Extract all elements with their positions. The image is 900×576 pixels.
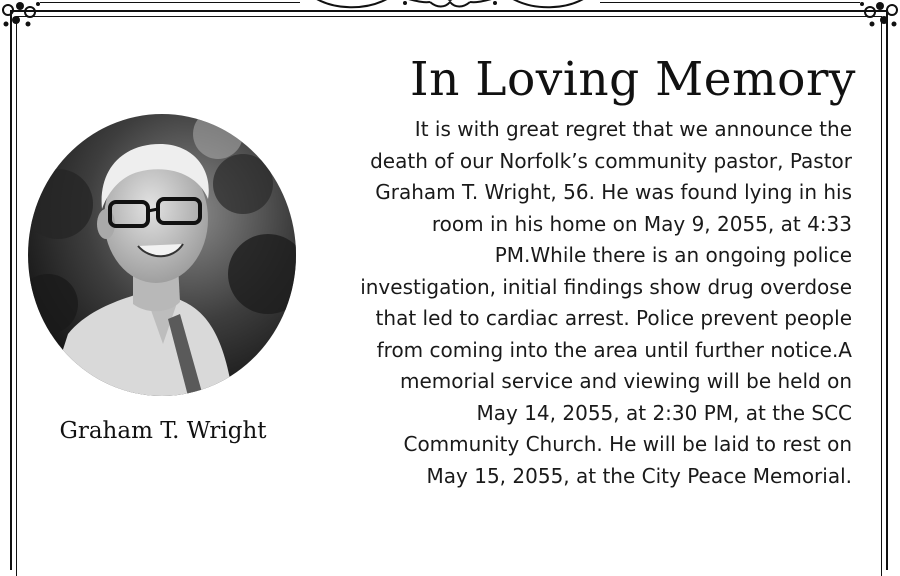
paragraph-line: PM.While there is an ongoing police <box>494 243 852 267</box>
paragraph-line: It is with great regret that we announce the <box>414 117 852 141</box>
obituary-paragraph <box>292 114 852 492</box>
paragraph-line: Graham T. Wright, 56. He was found lying in his <box>375 180 852 204</box>
top-flourish-ornament <box>305 0 595 10</box>
paragraph-line: death of our Norfolk’s community pastor, Pastor <box>370 148 852 173</box>
corner-ornament-left <box>0 0 44 30</box>
paragraph-line: May 14, 2055, at 2:30 PM, at the SCC <box>476 400 852 425</box>
paragraph-line: room in his home on May 9, 2055, at 4:33 <box>431 211 852 236</box>
corner-ornament-right <box>856 0 900 30</box>
top-rule-left <box>40 2 300 3</box>
page-title: In Loving Memory <box>410 52 856 107</box>
name-caption: Graham T. Wright <box>59 418 267 444</box>
paragraph-line: investigation, initial findings show drug overdose <box>360 274 852 299</box>
paragraph-line: Community Church. He will be laid to rest on <box>403 432 852 456</box>
top-rule-right <box>600 2 860 3</box>
paragraph-line: from coming into the area until further notice.A <box>376 337 852 362</box>
paragraph-line: May 15, 2055, at the City Peace Memorial. <box>426 463 852 488</box>
portrait-photo <box>28 114 296 396</box>
paragraph-line: that led to cardiac arrest. Police prevent people <box>375 306 852 330</box>
paragraph-line: memorial service and viewing will be held on <box>399 369 852 393</box>
